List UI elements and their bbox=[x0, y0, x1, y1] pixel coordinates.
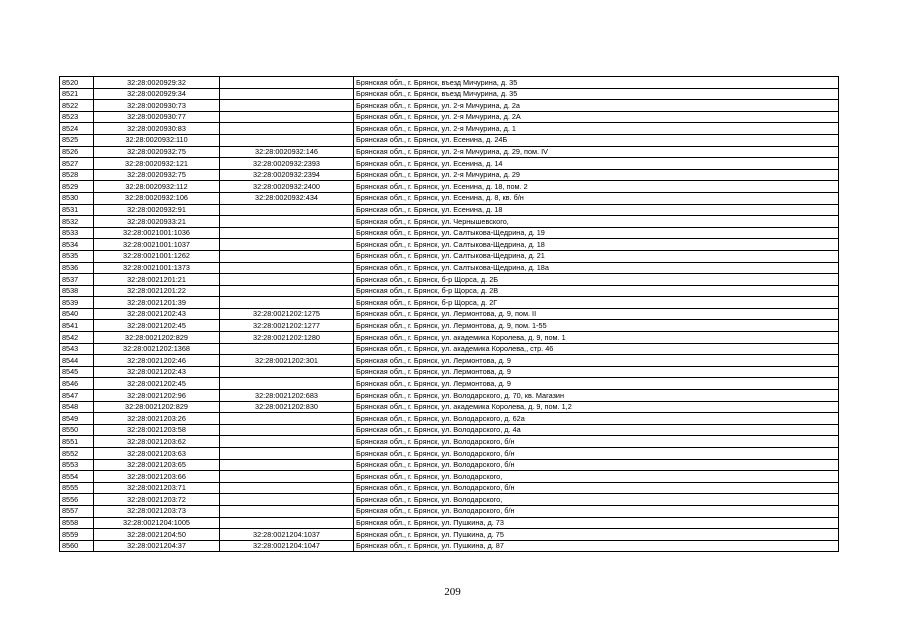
row-number-cell: 8528 bbox=[60, 169, 94, 181]
page-number: 209 bbox=[444, 586, 461, 598]
row-number-cell: 8521 bbox=[60, 88, 94, 100]
row-number-cell: 8549 bbox=[60, 413, 94, 425]
premises-cadastral-number-cell bbox=[220, 111, 354, 123]
cadastral-number-cell: 32:28:0021204:1005 bbox=[94, 517, 220, 529]
cadastral-number-cell: 32:28:0021201:39 bbox=[94, 297, 220, 309]
row-number-cell: 8535 bbox=[60, 250, 94, 262]
premises-cadastral-number-cell bbox=[220, 517, 354, 529]
table-row bbox=[60, 169, 839, 181]
table-row bbox=[60, 77, 839, 89]
table-row bbox=[60, 424, 839, 436]
address-cell: Брянская обл., г. Брянск, ул. Чернышевского, bbox=[354, 216, 839, 228]
row-number-cell: 8534 bbox=[60, 239, 94, 251]
cadastral-number-cell: 32:28:0020932:112 bbox=[94, 181, 220, 193]
address-cell: Брянская обл., г. Брянск, б-р Щорса, д. 2Б bbox=[354, 274, 839, 286]
cadastral-number-cell: 32:28:0021201:22 bbox=[94, 285, 220, 297]
premises-cadastral-number-cell: 32:28:0021204:1037 bbox=[220, 529, 354, 541]
address-cell: Брянская обл., г. Брянск, б-р Щорса, д. 2В bbox=[354, 285, 839, 297]
table-row bbox=[60, 123, 839, 135]
row-number-cell: 8547 bbox=[60, 390, 94, 402]
row-number-cell: 8531 bbox=[60, 204, 94, 216]
table-row bbox=[60, 448, 839, 460]
table-row bbox=[60, 366, 839, 378]
premises-cadastral-number-cell bbox=[220, 274, 354, 286]
address-cell: Брянская обл., г. Брянск, ул. Володарского, bbox=[354, 471, 839, 483]
address-cell: Брянская обл., г. Брянск, ул. Салтыкова-Щедрина, д. 19 bbox=[354, 227, 839, 239]
cadastral-number-cell: 32:28:0020932:121 bbox=[94, 158, 220, 170]
premises-cadastral-number-cell bbox=[220, 100, 354, 112]
table-row bbox=[60, 459, 839, 471]
cadastral-number-cell: 32:28:0021203:26 bbox=[94, 413, 220, 425]
address-cell: Брянская обл., г. Брянск, ул. Володарского, б/н bbox=[354, 448, 839, 460]
row-number-cell: 8556 bbox=[60, 494, 94, 506]
cadastral-number-cell: 32:28:0021202:45 bbox=[94, 320, 220, 332]
address-cell: Брянская обл., г. Брянск, ул. Володарского, б/н bbox=[354, 482, 839, 494]
address-cell: Брянская обл., г. Брянск, ул. академика Королева, д. 9, пом. 1 bbox=[354, 332, 839, 344]
premises-cadastral-number-cell bbox=[220, 297, 354, 309]
cadastral-number-cell: 32:28:0020932:75 bbox=[94, 146, 220, 158]
cadastral-number-cell: 32:28:0020932:91 bbox=[94, 204, 220, 216]
cadastral-number-cell: 32:28:0021202:829 bbox=[94, 401, 220, 413]
table-row bbox=[60, 250, 839, 262]
cadastral-number-cell: 32:28:0020932:106 bbox=[94, 192, 220, 204]
table-row bbox=[60, 146, 839, 158]
cadastral-number-cell: 32:28:0020929:32 bbox=[94, 77, 220, 89]
row-number-cell: 8523 bbox=[60, 111, 94, 123]
registry-table-body bbox=[60, 77, 839, 552]
cadastral-number-cell: 32:28:0021201:21 bbox=[94, 274, 220, 286]
address-cell: Брянская обл., г. Брянск, ул. 2-я Мичурина, д. 2А bbox=[354, 111, 839, 123]
row-number-cell: 8558 bbox=[60, 517, 94, 529]
address-cell: Брянская обл., г. Брянск, ул. 2-я Мичурина, д. 1 bbox=[354, 123, 839, 135]
cadastral-number-cell: 32:28:0021202:45 bbox=[94, 378, 220, 390]
premises-cadastral-number-cell bbox=[220, 494, 354, 506]
premises-cadastral-number-cell bbox=[220, 123, 354, 135]
address-cell: Брянская обл., г. Брянск, ул. Володарского, б/н bbox=[354, 505, 839, 517]
table-row bbox=[60, 100, 839, 112]
cadastral-number-cell: 32:28:0021203:63 bbox=[94, 448, 220, 460]
cadastral-number-cell: 32:28:0021001:1373 bbox=[94, 262, 220, 274]
row-number-cell: 8559 bbox=[60, 529, 94, 541]
premises-cadastral-number-cell bbox=[220, 366, 354, 378]
table-row bbox=[60, 355, 839, 367]
address-cell: Брянская обл., г. Брянск, ул. Лермонтова, д. 9 bbox=[354, 366, 839, 378]
cadastral-number-cell: 32:28:0020929:34 bbox=[94, 88, 220, 100]
premises-cadastral-number-cell bbox=[220, 448, 354, 460]
cadastral-number-cell: 32:28:0021204:50 bbox=[94, 529, 220, 541]
premises-cadastral-number-cell: 32:28:0020932:2400 bbox=[220, 181, 354, 193]
premises-cadastral-number-cell bbox=[220, 227, 354, 239]
table-row bbox=[60, 540, 839, 552]
row-number-cell: 8538 bbox=[60, 285, 94, 297]
cadastral-number-cell: 32:28:0021001:1262 bbox=[94, 250, 220, 262]
premises-cadastral-number-cell: 32:28:0021202:683 bbox=[220, 390, 354, 402]
address-cell: Брянская обл., г. Брянск, ул. Лермонтова, д. 9, пом. 1-55 bbox=[354, 320, 839, 332]
row-number-cell: 8550 bbox=[60, 424, 94, 436]
address-cell: Брянская обл., г. Брянск, ул. Салтыкова-Щедрина, д. 18а bbox=[354, 262, 839, 274]
premises-cadastral-number-cell bbox=[220, 216, 354, 228]
table-row bbox=[60, 285, 839, 297]
premises-cadastral-number-cell bbox=[220, 505, 354, 517]
table-row bbox=[60, 88, 839, 100]
cadastral-number-cell: 32:28:0021203:62 bbox=[94, 436, 220, 448]
premises-cadastral-number-cell: 32:28:0021202:1277 bbox=[220, 320, 354, 332]
row-number-cell: 8526 bbox=[60, 146, 94, 158]
row-number-cell: 8544 bbox=[60, 355, 94, 367]
premises-cadastral-number-cell: 32:28:0020932:146 bbox=[220, 146, 354, 158]
cadastral-number-cell: 32:28:0020930:77 bbox=[94, 111, 220, 123]
cadastral-number-cell: 32:28:0021203:65 bbox=[94, 459, 220, 471]
row-number-cell: 8548 bbox=[60, 401, 94, 413]
premises-cadastral-number-cell bbox=[220, 471, 354, 483]
row-number-cell: 8536 bbox=[60, 262, 94, 274]
cadastral-number-cell: 32:28:0021203:73 bbox=[94, 505, 220, 517]
address-cell: Брянская обл., г. Брянск, ул. Пушкина, д. 75 bbox=[354, 529, 839, 541]
table-row bbox=[60, 134, 839, 146]
cadastral-number-cell: 32:28:0021202:96 bbox=[94, 390, 220, 402]
address-cell: Брянская обл., г. Брянск, въезд Мичурина, д. 35 bbox=[354, 77, 839, 89]
table-row bbox=[60, 227, 839, 239]
cadastral-number-cell: 32:28:0020933:21 bbox=[94, 216, 220, 228]
table-row bbox=[60, 262, 839, 274]
row-number-cell: 8533 bbox=[60, 227, 94, 239]
table-row bbox=[60, 343, 839, 355]
cadastral-number-cell: 32:28:0021202:43 bbox=[94, 308, 220, 320]
table-row bbox=[60, 204, 839, 216]
address-cell: Брянская обл., г. Брянск, ул. Володарского, д. 62а bbox=[354, 413, 839, 425]
table-row bbox=[60, 390, 839, 402]
row-number-cell: 8527 bbox=[60, 158, 94, 170]
row-number-cell: 8520 bbox=[60, 77, 94, 89]
cadastral-number-cell: 32:28:0020930:73 bbox=[94, 100, 220, 112]
row-number-cell: 8542 bbox=[60, 332, 94, 344]
table-row bbox=[60, 274, 839, 286]
premises-cadastral-number-cell: 32:28:0021202:301 bbox=[220, 355, 354, 367]
row-number-cell: 8560 bbox=[60, 540, 94, 552]
table-row bbox=[60, 216, 839, 228]
table-row bbox=[60, 297, 839, 309]
table-row bbox=[60, 529, 839, 541]
row-number-cell: 8529 bbox=[60, 181, 94, 193]
cadastral-number-cell: 32:28:0021001:1036 bbox=[94, 227, 220, 239]
table-row bbox=[60, 505, 839, 517]
premises-cadastral-number-cell bbox=[220, 482, 354, 494]
row-number-cell: 8551 bbox=[60, 436, 94, 448]
address-cell: Брянская обл., г. Брянск, ул. 2-я Мичурина, д. 29, пом. IV bbox=[354, 146, 839, 158]
table-row bbox=[60, 517, 839, 529]
cadastral-number-cell: 32:28:0020930:83 bbox=[94, 123, 220, 135]
premises-cadastral-number-cell bbox=[220, 77, 354, 89]
registry-table bbox=[59, 76, 839, 552]
table-row bbox=[60, 482, 839, 494]
table-row bbox=[60, 239, 839, 251]
premises-cadastral-number-cell bbox=[220, 239, 354, 251]
row-number-cell: 8553 bbox=[60, 459, 94, 471]
row-number-cell: 8541 bbox=[60, 320, 94, 332]
row-number-cell: 8554 bbox=[60, 471, 94, 483]
address-cell: Брянская обл., г. Брянск, ул. Есенина, д. 24Б bbox=[354, 134, 839, 146]
row-number-cell: 8539 bbox=[60, 297, 94, 309]
row-number-cell: 8557 bbox=[60, 505, 94, 517]
premises-cadastral-number-cell: 32:28:0021204:1047 bbox=[220, 540, 354, 552]
table-row bbox=[60, 158, 839, 170]
cadastral-number-cell: 32:28:0021203:58 bbox=[94, 424, 220, 436]
cadastral-number-cell: 32:28:0021202:829 bbox=[94, 332, 220, 344]
address-cell: Брянская обл., г. Брянск, ул. Лермонтова, д. 9 bbox=[354, 378, 839, 390]
address-cell: Брянская обл., г. Брянск, ул. Салтыкова-Щедрина, д. 21 bbox=[354, 250, 839, 262]
address-cell: Брянская обл., г. Брянск, б-р Щорса, д. 2Г bbox=[354, 297, 839, 309]
address-cell: Брянская обл., г. Брянск, ул. Лермонтова, д. 9, пом. II bbox=[354, 308, 839, 320]
address-cell: Брянская обл., г. Брянск, ул. Салтыкова-Щедрина, д. 18 bbox=[354, 239, 839, 251]
address-cell: Брянская обл., г. Брянск, ул. Есенина, д. 8, кв. б/н bbox=[354, 192, 839, 204]
cadastral-number-cell: 32:28:0021203:71 bbox=[94, 482, 220, 494]
cadastral-number-cell: 32:28:0021001:1037 bbox=[94, 239, 220, 251]
premises-cadastral-number-cell bbox=[220, 134, 354, 146]
premises-cadastral-number-cell bbox=[220, 378, 354, 390]
premises-cadastral-number-cell bbox=[220, 285, 354, 297]
address-cell: Брянская обл., г. Брянск, ул. 2-я Мичурина, д. 2а bbox=[354, 100, 839, 112]
row-number-cell: 8545 bbox=[60, 366, 94, 378]
table-row bbox=[60, 436, 839, 448]
row-number-cell: 8537 bbox=[60, 274, 94, 286]
table-row bbox=[60, 111, 839, 123]
table-row bbox=[60, 378, 839, 390]
premises-cadastral-number-cell: 32:28:0021202:830 bbox=[220, 401, 354, 413]
address-cell: Брянская обл., г. Брянск, ул. академика Королева, д. 9, пом. 1,2 bbox=[354, 401, 839, 413]
row-number-cell: 8552 bbox=[60, 448, 94, 460]
address-cell: Брянская обл., г. Брянск, ул. 2-я Мичурина, д. 29 bbox=[354, 169, 839, 181]
row-number-cell: 8530 bbox=[60, 192, 94, 204]
cadastral-number-cell: 32:28:0021203:66 bbox=[94, 471, 220, 483]
premises-cadastral-number-cell bbox=[220, 204, 354, 216]
premises-cadastral-number-cell bbox=[220, 413, 354, 425]
address-cell: Брянская обл., г. Брянск, ул. Володарского, б/н bbox=[354, 436, 839, 448]
address-cell: Брянская обл., г. Брянск, ул. Володарского, д. 70, кв. Магазин bbox=[354, 390, 839, 402]
premises-cadastral-number-cell: 32:28:0020932:2393 bbox=[220, 158, 354, 170]
premises-cadastral-number-cell bbox=[220, 88, 354, 100]
address-cell: Брянская обл., г. Брянск, въезд Мичурина, д. 35 bbox=[354, 88, 839, 100]
cadastral-number-cell: 32:28:0021202:43 bbox=[94, 366, 220, 378]
premises-cadastral-number-cell bbox=[220, 424, 354, 436]
table-row bbox=[60, 413, 839, 425]
premises-cadastral-number-cell: 32:28:0021202:1280 bbox=[220, 332, 354, 344]
address-cell: Брянская обл., г. Брянск, ул. Володарского, bbox=[354, 494, 839, 506]
premises-cadastral-number-cell bbox=[220, 459, 354, 471]
address-cell: Брянская обл., г. Брянск, ул. Пушкина, д. 73 bbox=[354, 517, 839, 529]
row-number-cell: 8525 bbox=[60, 134, 94, 146]
table-row bbox=[60, 192, 839, 204]
row-number-cell: 8522 bbox=[60, 100, 94, 112]
premises-cadastral-number-cell: 32:28:0021202:1275 bbox=[220, 308, 354, 320]
row-number-cell: 8546 bbox=[60, 378, 94, 390]
premises-cadastral-number-cell bbox=[220, 436, 354, 448]
premises-cadastral-number-cell bbox=[220, 250, 354, 262]
table-row bbox=[60, 332, 839, 344]
address-cell: Брянская обл., г. Брянск, ул. Володарского, б/н bbox=[354, 459, 839, 471]
address-cell: Брянская обл., г. Брянск, ул. Есенина, д. 14 bbox=[354, 158, 839, 170]
row-number-cell: 8532 bbox=[60, 216, 94, 228]
cadastral-number-cell: 32:28:0021203:72 bbox=[94, 494, 220, 506]
address-cell: Брянская обл., г. Брянск, ул. Володарского, д. 4а bbox=[354, 424, 839, 436]
table-row bbox=[60, 471, 839, 483]
table-row bbox=[60, 308, 839, 320]
cadastral-number-cell: 32:28:0021204:37 bbox=[94, 540, 220, 552]
address-cell: Брянская обл., г. Брянск, ул. Есенина, д. 18, пом. 2 bbox=[354, 181, 839, 193]
row-number-cell: 8524 bbox=[60, 123, 94, 135]
table-row bbox=[60, 494, 839, 506]
table-row bbox=[60, 401, 839, 413]
premises-cadastral-number-cell: 32:28:0020932:434 bbox=[220, 192, 354, 204]
row-number-cell: 8555 bbox=[60, 482, 94, 494]
address-cell: Брянская обл., г. Брянск, ул. Пушкина, д. 87 bbox=[354, 540, 839, 552]
table-row bbox=[60, 181, 839, 193]
premises-cadastral-number-cell bbox=[220, 262, 354, 274]
cadastral-number-cell: 32:28:0021202:1368 bbox=[94, 343, 220, 355]
table-row bbox=[60, 320, 839, 332]
row-number-cell: 8543 bbox=[60, 343, 94, 355]
cadastral-number-cell: 32:28:0020932:75 bbox=[94, 169, 220, 181]
address-cell: Брянская обл., г. Брянск, ул. Есенина, д. 18 bbox=[354, 204, 839, 216]
address-cell: Брянская обл., г. Брянск, ул. академика Королева,, стр. 46 bbox=[354, 343, 839, 355]
address-cell: Брянская обл., г. Брянск, ул. Лермонтова, д. 9 bbox=[354, 355, 839, 367]
premises-cadastral-number-cell: 32:28:0020932:2394 bbox=[220, 169, 354, 181]
cadastral-number-cell: 32:28:0021202:46 bbox=[94, 355, 220, 367]
cadastral-number-cell: 32:28:0020932:110 bbox=[94, 134, 220, 146]
row-number-cell: 8540 bbox=[60, 308, 94, 320]
premises-cadastral-number-cell bbox=[220, 343, 354, 355]
